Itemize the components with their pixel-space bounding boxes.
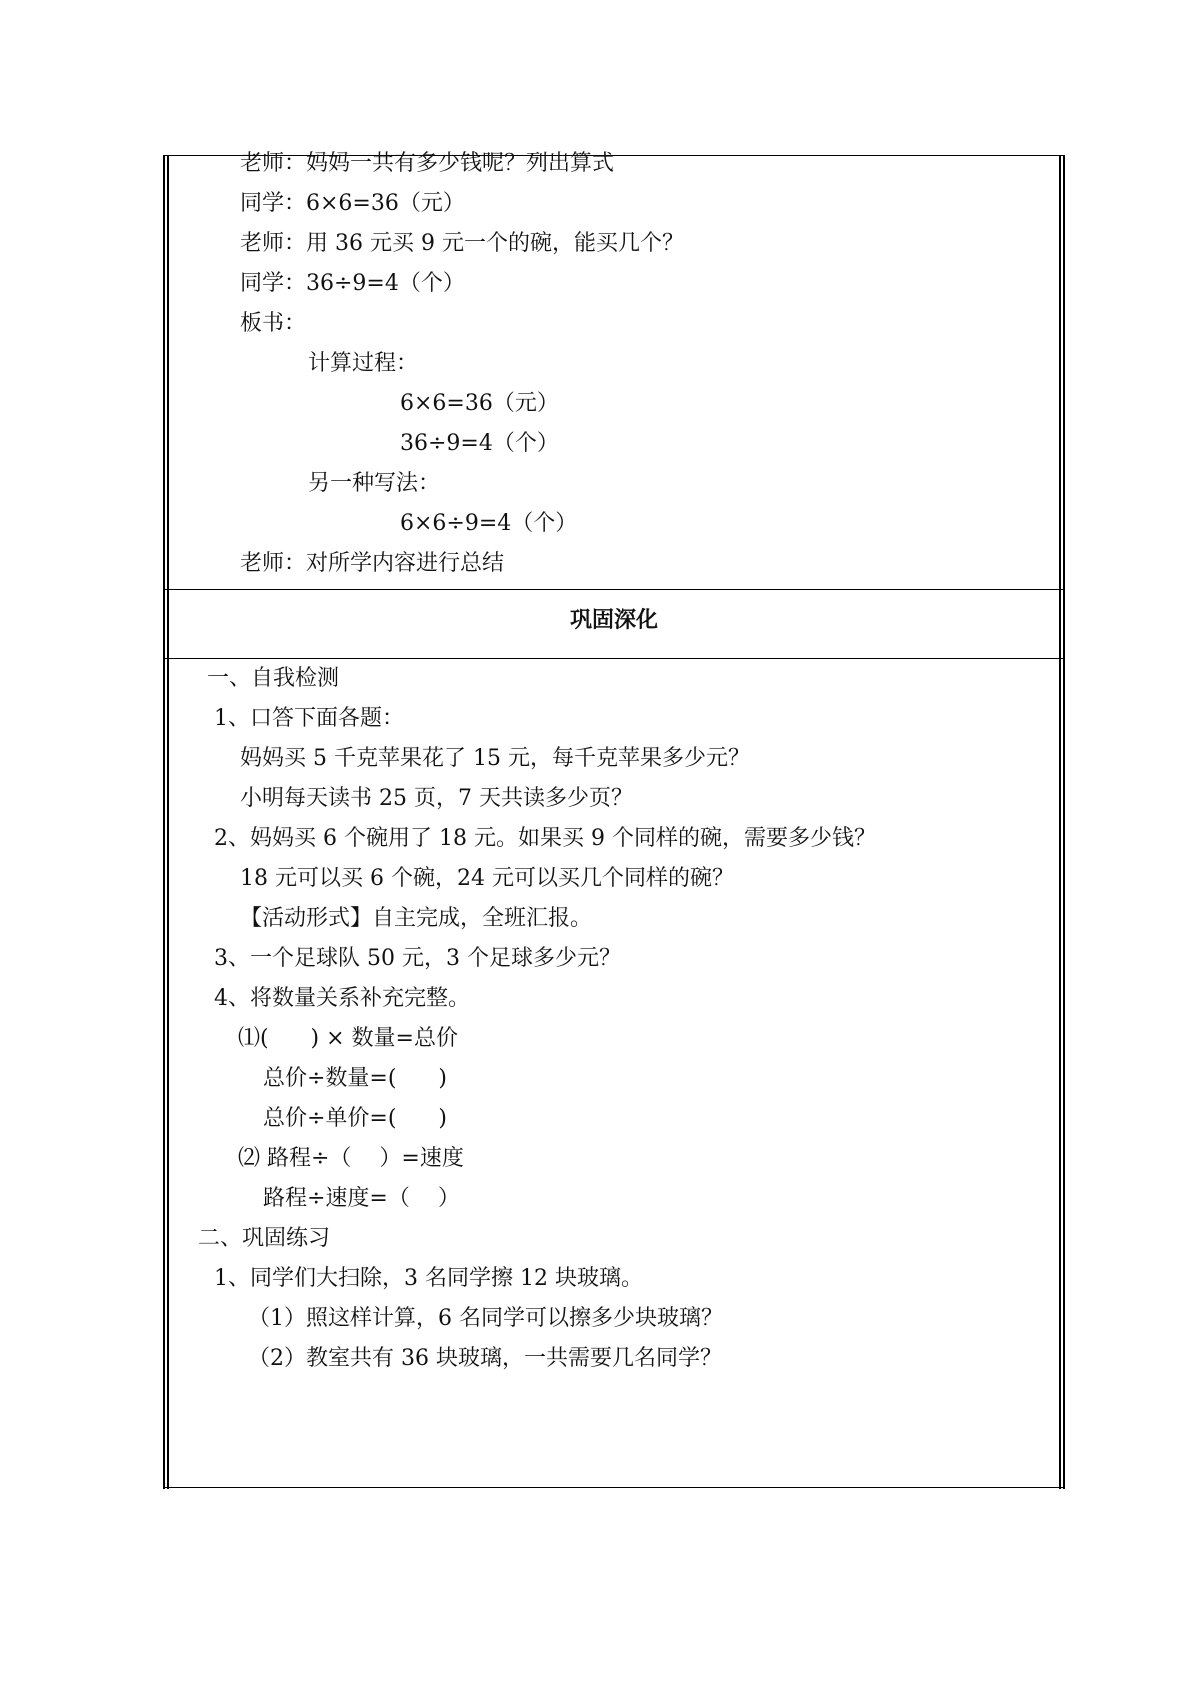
exercise-question: 18 元可以买 6 个碗，24 元可以买几个同样的碗？	[240, 866, 734, 891]
board-label: 计算过程：	[308, 351, 419, 376]
table-bottom-rule	[163, 1487, 1065, 1488]
exercise-question: （1）照这样计算，6 名同学可以擦多少块玻璃？	[248, 1306, 723, 1331]
board-equation: 36÷9=4（个）	[400, 431, 559, 456]
exercise-question: 妈妈买 5 千克苹果花了 15 元，每千克苹果多少元？	[240, 746, 750, 771]
dialogue-line: 同学：36÷9=4（个）	[240, 271, 465, 296]
dialogue-line: 同学：6×6=36（元）	[240, 191, 465, 216]
exercise-question: （2）教室共有 36 块玻璃，一共需要几名同学？	[248, 1346, 722, 1371]
exercise-question: 3、一个足球队 50 元，3 个足球多少元？	[214, 946, 621, 971]
activity-note: 【活动形式】自主完成，全班汇报。	[240, 906, 593, 931]
dialogue-line: 老师：妈妈一共有多少钱呢？列出算式	[240, 151, 615, 176]
row-divider	[163, 589, 1065, 590]
board-equation: 6×6=36（元）	[400, 391, 559, 416]
row-divider	[163, 658, 1065, 659]
formula-line: 路程÷速度=（ ）	[263, 1186, 460, 1211]
board-equation: 6×6÷9=4（个）	[400, 511, 578, 536]
exercise-question: 1、同学们大扫除，3 名同学擦 12 块玻璃。	[214, 1266, 643, 1291]
board-label: 另一种写法：	[308, 471, 441, 496]
dialogue-line: 板书：	[240, 311, 307, 336]
section-heading: 巩固深化	[569, 608, 658, 633]
formula-line: 总价÷单价=( )	[263, 1106, 447, 1131]
lesson-table	[163, 151, 1065, 1489]
formula-line: ⑵ 路程÷（ ）=速度	[238, 1146, 464, 1171]
exercise-heading: 二、巩固练习	[198, 1226, 331, 1251]
dialogue-line: 老师：用 36 元买 9 元一个的碗，能买几个？	[240, 231, 684, 256]
exercise-heading: 一、自我检测	[207, 666, 340, 691]
exercise-question: 1、口答下面各题：	[214, 706, 404, 731]
exercise-question: 小明每天读书 25 页，7 天共读多少页？	[240, 786, 633, 811]
formula-line: 总价÷数量=( )	[263, 1066, 447, 1091]
table-left-border	[163, 156, 169, 1489]
exercise-question: 2、妈妈买 6 个碗用了 18 元。如果买 9 个同样的碗，需要多少钱？	[214, 826, 876, 851]
dialogue-line: 老师：对所学内容进行总结	[240, 551, 505, 576]
formula-line: ⑴( ) × 数量=总价	[238, 1026, 458, 1051]
exercise-question: 4、将数量关系补充完整。	[214, 986, 470, 1011]
table-right-border	[1059, 156, 1065, 1489]
